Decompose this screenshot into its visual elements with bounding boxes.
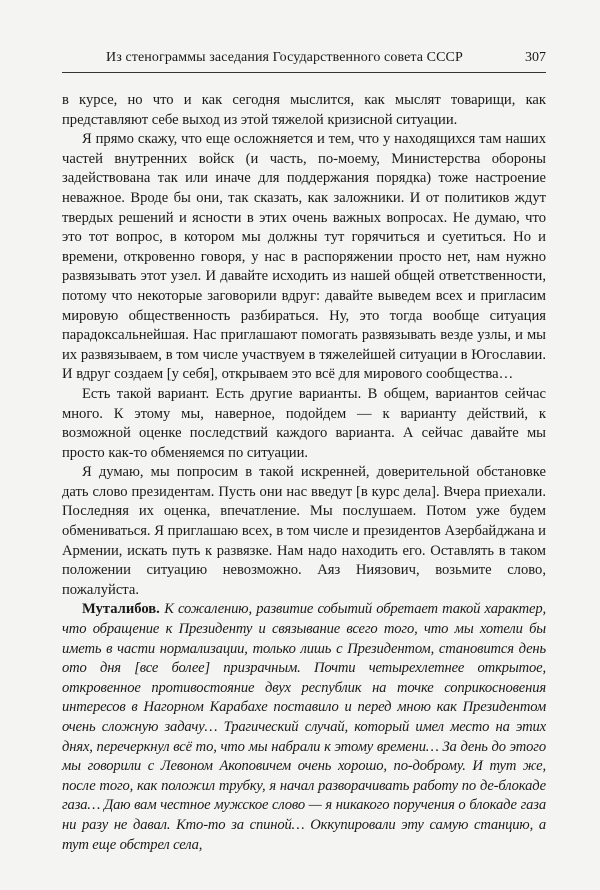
page-body (62, 91, 546, 855)
running-header-title: Из стенограммы заседания Государственного совета СССР (106, 50, 463, 65)
paragraph: Есть такой вариант. Есть другие варианты. В общем, вариантов сейчас много. К этому мы, наверное, подойдем — к варианту действий, к возможной оценке последствий каждого варианта. А сейчас давайте мы просто как-то обменяемся по ситуации. (62, 385, 546, 461)
speaker-name: Муталибов. (82, 601, 160, 618)
page-number: 307 (525, 50, 546, 65)
speech-text: К сожалению, развитие событий обретает такой характер, что обращение к Президенту и связывание всего того, что мы хотели бы иметь в части нормализации, только лишь с Президентом, становится день ото дня [все более] призрачным. Почти четырехлетнее открытое, откровенное противостояние двух республик на точке соприкосновения интересов в Нагорном Карабахе поставило и перед мною как Президентом очень сложную задачу… Трагический случай, который имел место на этих днях, перечеркнул всё то, что мы набрали к этому времени… За день до этого мы говорили с Левоном Акоповичем очень хорошо, по-доброму. И тут же, после того, как положил трубку, я начал разворачивать работу по де-блокаде газа… Даю вам честное мужское слово — я никакого поручения о блокаде газа ни разу не давал. Кто-то за спиной… Оккупировали эту самую станцию, а тут еще обстрел села, (62, 601, 546, 853)
paragraph: Я думаю, мы попросим в такой искренней, доверительной обстановке дать слово президентам. Пусть они нас введут [в курс дела]. Вчера приехали. Последняя их оценка, впечатление. Мы послушаем. Потом уже будем обмениваться. Я приглашаю всех, в том числе и президентов Азербайджана и Армении, искать путь к развязке. Нам надо находить его. Оставлять в таком положении ситуацию невозможно. Аяз Ниязович, возьмите слово, пожалуйста. (62, 464, 546, 598)
speech-paragraph (62, 600, 546, 855)
paragraph: в курсе, но что и как сегодня мыслится, как мыслят товарищи, как представляют себе выход из этой тяжелой кризисной ситуации. (62, 92, 546, 128)
paragraph: Я прямо скажу, что еще осложняется и тем, что у находящихся там наших частей внутренних войск (и часть, по-моему, Министерства обороны задействована так или иначе для поддержания порядка) тоже настроение неважное. Вроде бы они, так сказать, как заложники. И от политиков ждут твердых решений и ясности в этих очень важных вопросах. Не думаю, что это тот вопрос, в котором мы должны тут горячиться и суетиться. Но и времени, откровенно говоря, у нас в распоряжении просто нет, нам нужно развязывать этот узел. И давайте исходить из нашей общей ответственности, потому что некоторые заговорили вдруг: давайте выведем всех и пригласим мировую общественность разбираться. Ну, это тогда вообще ситуация парадоксальнейшая. Нас приглашают помогать развязывать везде узлы, и мы их развязываем, в том числе участвуем в тяжелейшей ситуации в Югославии. И вдруг создаем [у себя], открываем это всё для мирового сообщества… (62, 131, 546, 383)
running-header (62, 46, 546, 73)
